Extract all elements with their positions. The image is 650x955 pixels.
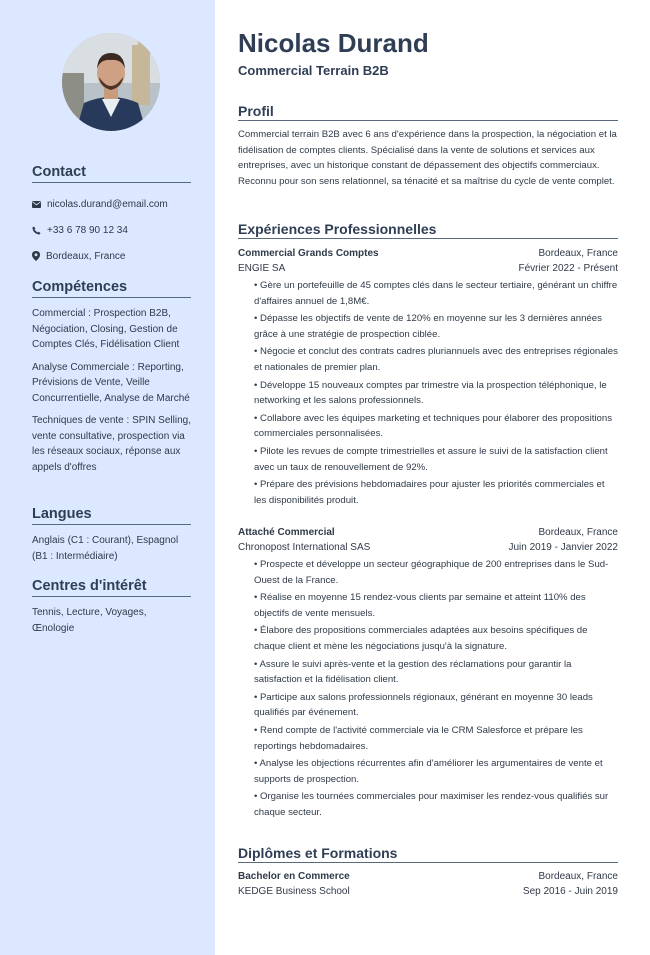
job-location: Bordeaux, France bbox=[538, 248, 618, 259]
profile-photo bbox=[62, 33, 160, 131]
job-company: Chronopost International SAS bbox=[238, 542, 371, 553]
profile-heading: Profil bbox=[238, 103, 618, 121]
location-text: Bordeaux, France bbox=[46, 250, 126, 262]
profile-text: Commercial terrain B2B avec 6 ans d'expérience dans la prospection, la négociation et la fidélisation de comptes clients. Spécialisé dans la vente de solutions et services aux entreprises, avec un historique constant de dépassement des objectifs commerciaux. Reconnu pour son sens relationnel, sa ténacité et sa maîtrise du cycle de vente complet. bbox=[238, 129, 617, 187]
education-heading: Diplômes et Formations bbox=[238, 845, 618, 863]
job-bullet: • Pilote les revues de compte trimestrielles et assure le suivi de la satisfaction client avec un taux de renouvellement de 92%. bbox=[254, 445, 608, 473]
job-company: ENGIE SA bbox=[238, 263, 286, 274]
job-role: Attaché Commercial bbox=[238, 527, 335, 538]
interests-heading: Centres d'intérêt bbox=[32, 578, 191, 597]
contact-section bbox=[32, 164, 191, 269]
job-bullet: • Négocie et conclut des contrats cadres pluriannuels avec des entreprises régionales et nationales de premier plan. bbox=[254, 346, 618, 373]
skill-item: Analyse Commerciale : Reporting, Prévisions de Vente, Veille Concurrentielle, Analyse de Marché bbox=[32, 361, 190, 404]
school-name: KEDGE Business School bbox=[238, 886, 350, 897]
phone-row bbox=[32, 217, 191, 243]
job-dates: Février 2022 - Présent bbox=[518, 263, 618, 274]
job-bullets bbox=[254, 557, 618, 823]
interests-text: Tennis, Lecture, Voyages, Œnologie bbox=[32, 607, 147, 634]
candidate-title: Commercial Terrain B2B bbox=[238, 63, 389, 78]
location-row bbox=[32, 243, 191, 269]
job-bullet: • Participe aux salons professionnels régionaux, générant en moyenne 30 leads qualifiés par événement. bbox=[254, 691, 593, 719]
candidate-name: Nicolas Durand bbox=[238, 28, 429, 58]
job-dates: Juin 2019 - Janvier 2022 bbox=[508, 542, 618, 553]
education-location: Bordeaux, France bbox=[538, 871, 618, 882]
email-text[interactable]: nicolas.durand@email.com bbox=[47, 198, 168, 210]
job-bullets bbox=[254, 278, 618, 510]
experience-heading: Expériences Professionnelles bbox=[238, 221, 618, 239]
location-pin-icon bbox=[32, 251, 40, 261]
job-bullet: • Développe 15 nouveaux comptes par trimestre via la prospection téléphonique, le networking et les salons professionnels. bbox=[254, 379, 607, 407]
phone-icon bbox=[32, 226, 41, 235]
skills-heading: Compétences bbox=[32, 279, 191, 298]
education-entry bbox=[238, 869, 618, 899]
job-bullet: • Rend compte de l'activité commerciale via le CRM Salesforce et prépare les reportings hebdomadaires. bbox=[254, 724, 583, 752]
sidebar bbox=[0, 0, 215, 955]
job-bullet: • Réalise en moyenne 15 rendez-vous clients par semaine et atteint 110% des objectifs de vente mensuels. bbox=[254, 592, 586, 619]
education-dates: Sep 2016 - Juin 2019 bbox=[522, 886, 618, 897]
contact-heading: Contact bbox=[32, 164, 191, 183]
job-header bbox=[238, 525, 618, 555]
job-bullet: • Analyse les objections récurrentes afin d'améliorer les argumentaires de vente et supports de prospection. bbox=[254, 758, 603, 785]
mail-icon bbox=[32, 201, 41, 208]
job-bullet: • Prépare des prévisions hebdomadaires pour ajuster les priorités commerciales et les disponibilités produit. bbox=[254, 479, 605, 506]
skills-section bbox=[32, 279, 191, 482]
job-bullet: • Dépasse les objectifs de vente de 120% en moyenne sur les 3 dernières années grâce à une stratégie de prospection ciblée. bbox=[254, 313, 602, 340]
job-bullet: • Élabore des propositions commerciales adaptées aux besoins spécifiques de chaque client et mène les négociations jusqu'à la signature. bbox=[254, 625, 588, 652]
job-bullet: • Prospecte et développe un secteur géographique de 200 entreprises dans le Sud-Ouest de la France. bbox=[254, 559, 609, 586]
job-location: Bordeaux, France bbox=[538, 527, 618, 538]
languages-text: Anglais (C1 : Courant), Espagnol (B1 : Intermédiaire) bbox=[32, 535, 179, 562]
phone-text[interactable]: +33 6 78 90 12 34 bbox=[47, 224, 128, 236]
languages-heading: Langues bbox=[32, 506, 191, 525]
job-role: Commercial Grands Comptes bbox=[238, 248, 379, 259]
job-bullet: • Collabore avec les équipes marketing et techniques pour élaborer des propositions commerciales personnalisées. bbox=[254, 412, 613, 440]
job-header bbox=[238, 246, 618, 276]
skill-item: Commercial : Prospection B2B, Négociation, Closing, Gestion de Comptes Clés, Fidélisation Client bbox=[32, 308, 180, 350]
email-row bbox=[32, 191, 191, 217]
skill-item: Techniques de vente : SPIN Selling, vente consultative, prospection via les réseaux sociaux, réponse aux appels d'offres bbox=[32, 415, 191, 473]
languages-section bbox=[32, 506, 191, 564]
job-bullet: • Gère un portefeuille de 45 comptes clés dans le secteur tertiaire, générant un chiffre d'affaires annuel de 1,8M€. bbox=[254, 280, 618, 307]
degree-name: Bachelor en Commerce bbox=[238, 871, 350, 882]
job-bullet: • Assure le suivi après-vente et la gestion des réclamations pour garantir la satisfaction et la fidélisation client. bbox=[254, 658, 572, 686]
interests-section bbox=[32, 578, 191, 636]
job-bullet: • Organise les tournées commerciales pour maximiser les rendez-vous qualifiés sur chaque secteur. bbox=[254, 791, 609, 818]
